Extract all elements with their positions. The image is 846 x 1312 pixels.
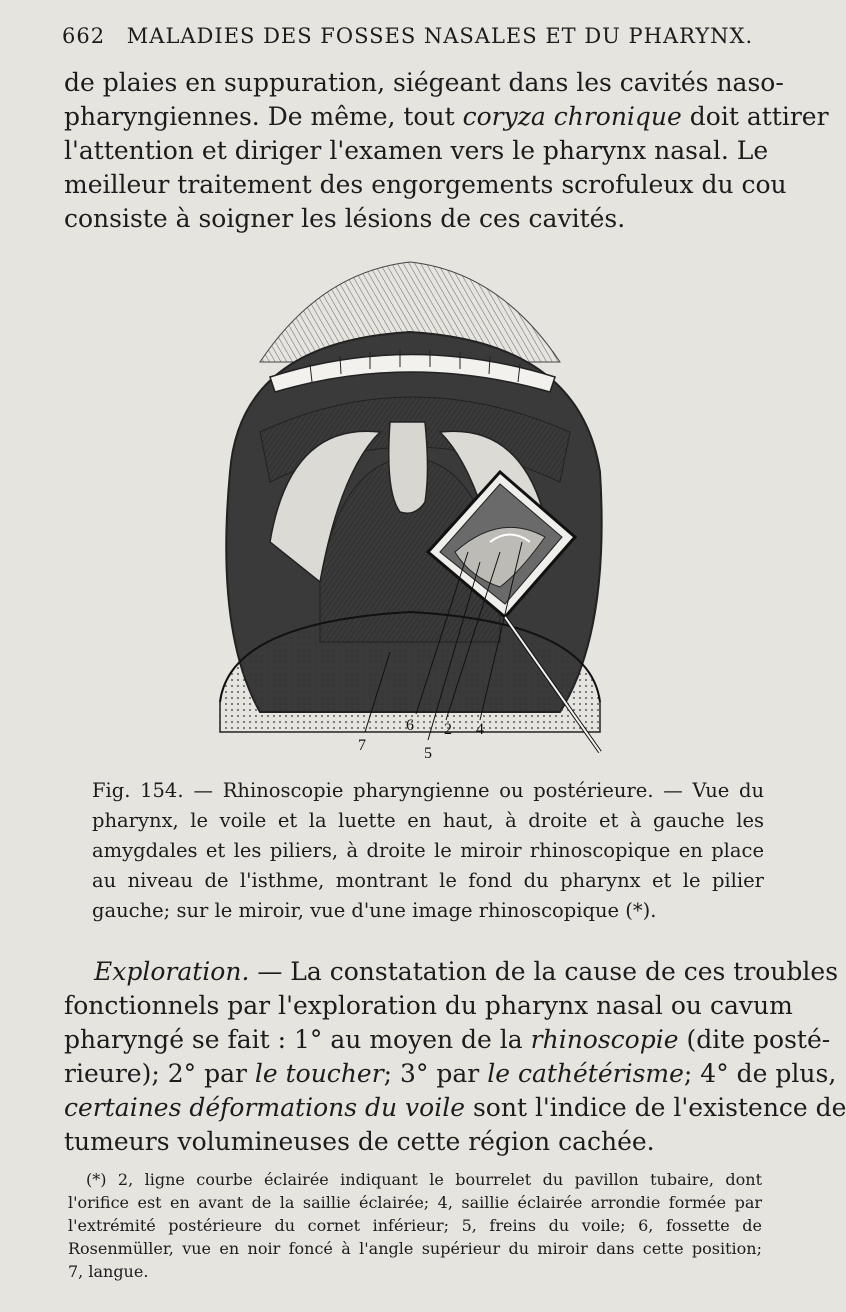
paragraph-exploration: [64, 955, 846, 1159]
page-number: 662: [62, 24, 106, 48]
text-segment: (dite posté-: [678, 1025, 831, 1054]
italic-term: certaines déformations du voile: [64, 1093, 466, 1122]
uvula: [389, 422, 428, 513]
paragraph-1-line-5: consiste à soigner les lésions de ces cavités.: [64, 204, 626, 233]
running-title: MALADIES DES FOSSES NASALES ET DU PHARYNX.: [126, 24, 754, 48]
text-segment: pharyngiennes. De même, tout: [64, 102, 463, 131]
text-segment: sont l'indice de l'existence de: [465, 1093, 846, 1122]
paragraph-1-line-3: l'attention et diriger l'examen vers le pharynx nasal. Le: [64, 136, 769, 165]
figure-label-7: 7: [358, 737, 366, 754]
italic-term: coryza chronique: [462, 102, 682, 131]
paragraph-1-line-1: de plaies en suppuration, siégeant dans les cavités naso-: [64, 68, 784, 97]
text-segment: doit attirer: [681, 102, 829, 131]
text-segment: pharyngé se fait : 1° au moyen de la: [64, 1025, 531, 1054]
paragraph-2-line-4: [64, 1057, 837, 1091]
figure-label-4: 4: [476, 721, 484, 738]
text-segment: — Rhinoscopie pharyngienne ou postérieure. — Vue du: [193, 779, 764, 802]
figure-label-5: 5: [424, 745, 432, 762]
paragraph-1-line-2: [64, 100, 829, 134]
footnote-line-5: 7, langue.: [68, 1262, 149, 1281]
paragraph-1: [64, 66, 829, 236]
figure-label-2: 2: [444, 721, 452, 738]
footnote-line-2: l'orifice est en avant de la saillie éclairée; 4, saillie éclairée arrondie formée par: [68, 1193, 762, 1212]
italic-term: rhinoscopie: [530, 1025, 679, 1054]
paragraph-2-line-6: tumeurs volumineuses de cette région cachée.: [64, 1127, 655, 1156]
paragraph-2-line-3: [64, 1023, 831, 1057]
caption-line-1: [92, 776, 764, 806]
paragraph-2-line-2: fonctionnels par l'exploration du pharynx nasal ou cavum: [64, 991, 793, 1020]
paragraph-2-line-5: [64, 1091, 846, 1125]
throat-engraving: [200, 252, 620, 772]
figure-rhinoscopy-illustration: [200, 252, 620, 772]
footnote-line-4: Rosenmüller, vue en noir foncé à l'angle supérieur du miroir dans cette position;: [68, 1239, 762, 1258]
figure-label-6: 6: [406, 717, 414, 734]
text-segment: ; 4° de plus,: [683, 1059, 837, 1088]
caption-line-2: pharynx, le voile et la luette en haut, à droite et à gauche les: [92, 809, 764, 832]
paragraph-2-line-1: [64, 955, 839, 989]
italic-term: le toucher: [254, 1059, 384, 1088]
caption-line-4: au niveau de l'isthme, montrant le fond du pharynx et le pilier: [92, 869, 764, 892]
footnote-line-1: (*) 2, ligne courbe éclairée indiquant le bourrelet du pavillon tubaire, dont: [86, 1170, 762, 1189]
running-header: [62, 24, 762, 48]
text-segment: ; 3° par: [383, 1059, 488, 1088]
text-segment: rieure); 2° par: [64, 1059, 255, 1088]
paragraph-1-line-4: meilleur traitement des engorgements scrofuleux du cou: [64, 170, 787, 199]
caption-line-5: gauche; sur le miroir, vue d'une image rhinoscopique (*).: [92, 899, 657, 922]
text-segment: — La constatation de la cause de ces troubles: [249, 957, 839, 986]
figure-caption: [92, 776, 764, 926]
footnote-line-3: l'extrémité postérieure du cornet inférieur; 5, freins du voile; 6, fossette de: [68, 1216, 762, 1235]
footnote: [68, 1168, 762, 1283]
caption-line-3: amygdales et les piliers, à droite le miroir rhinoscopique en place: [92, 839, 764, 862]
figure-number: Fig. 154.: [92, 779, 184, 802]
section-title: Exploration.: [94, 957, 250, 986]
italic-term: le cathétérisme: [487, 1059, 684, 1088]
